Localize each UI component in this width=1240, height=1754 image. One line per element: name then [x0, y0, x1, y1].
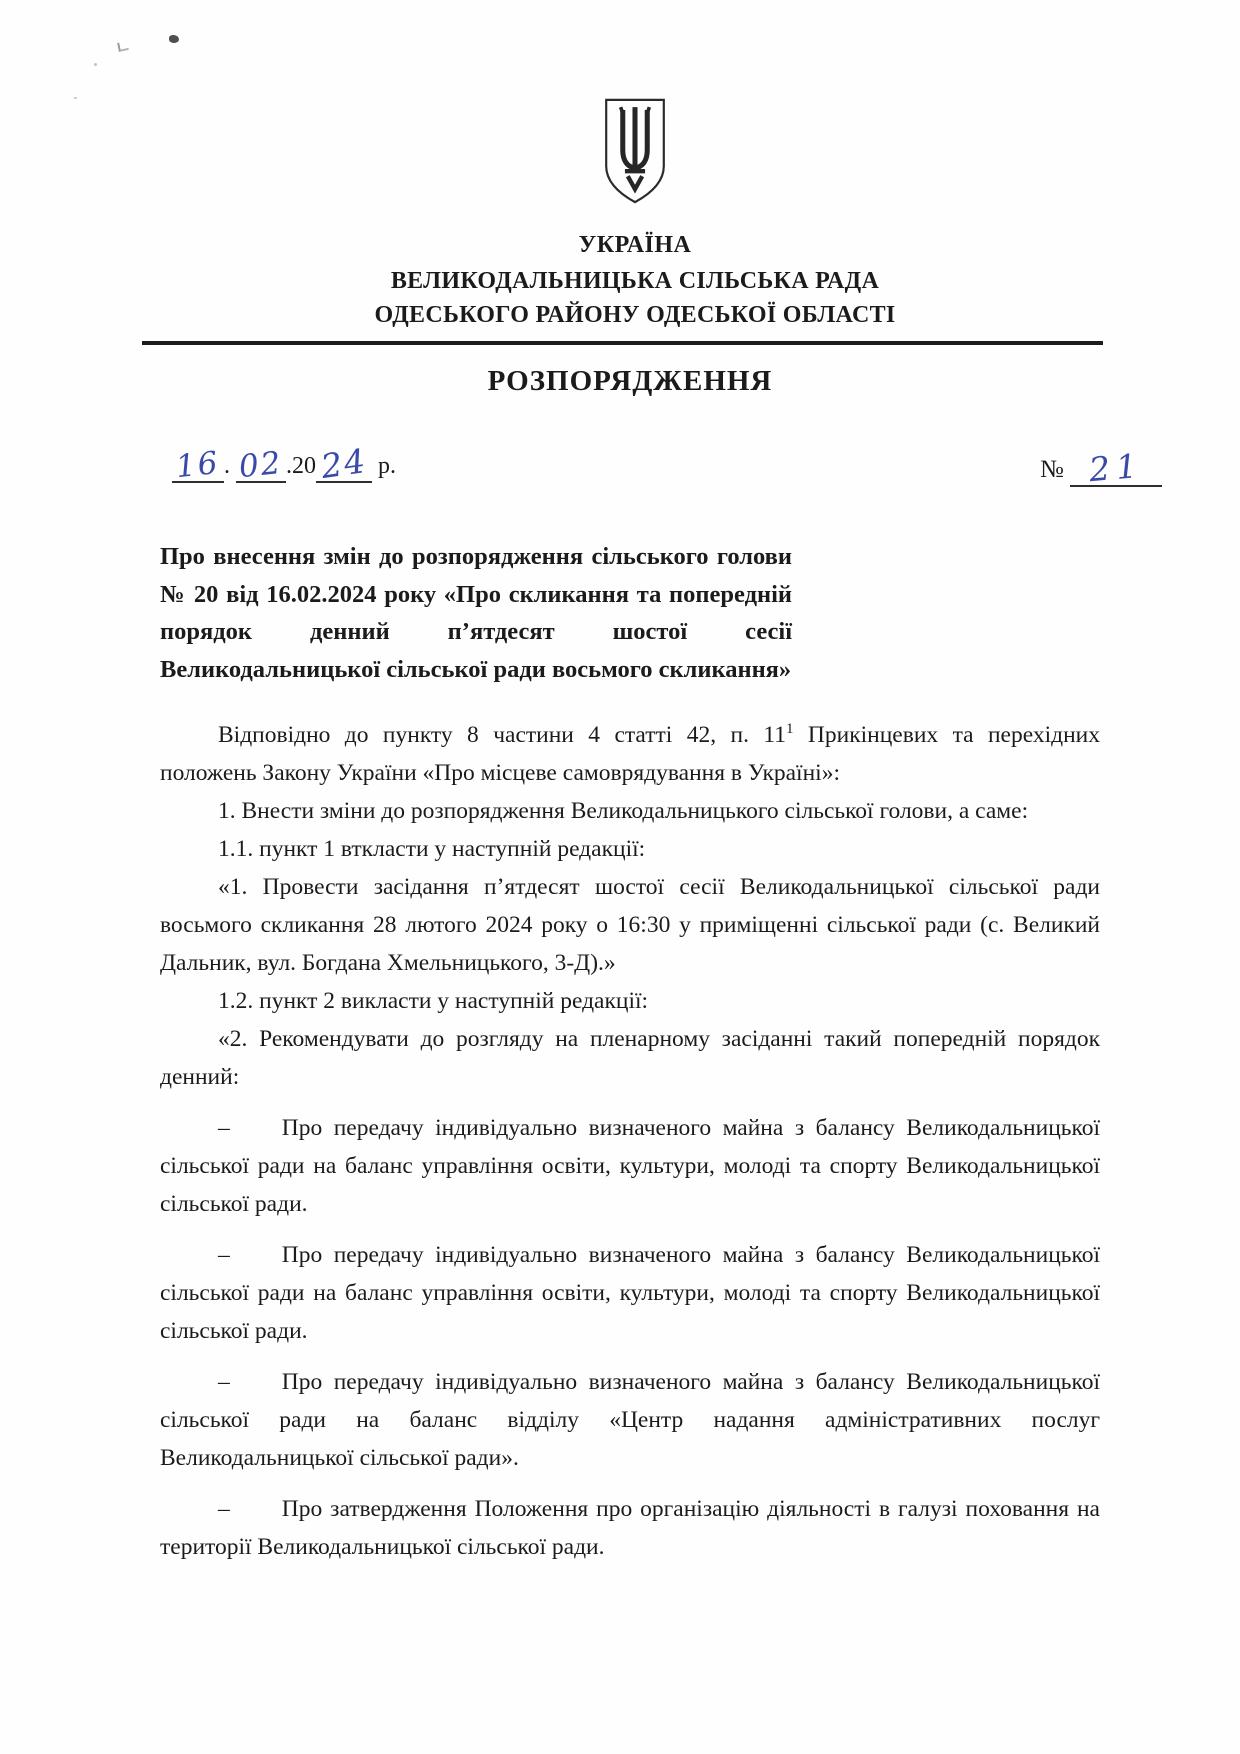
scan-artifact	[94, 63, 97, 66]
document-type-title: РОЗПОРЯДЖЕННЯ	[487, 365, 773, 397]
number-blank	[1070, 445, 1162, 490]
agenda-item	[160, 1363, 1100, 1477]
paragraph: «1. Провести засідання п’ятдесят шостої сесії Великодальницької сільської ради восьмого скликання 28 лютого 2024 року о 16:30 у приміщенні сільської ради (с. Великий Дальник, вул. Богдана Хмельницького, 3-Д).»	[160, 874, 1100, 976]
paragraph: 1. Внести зміни до розпорядження Великодальницького сільської голови, а саме:	[218, 798, 1029, 824]
handwritten-year: 24	[318, 440, 370, 487]
agenda-item-text: Про передачу індивідуально визначеного майна з балансу Великодальницької сільської ради на баланс управління освіти, культури, молоді та спорту Великодальницької сільської ради.	[160, 1242, 1100, 1344]
paragraph: 1.2. пункт 2 викласти у наступній редакції:	[218, 988, 649, 1014]
document-header	[0, 0, 1240, 329]
agenda-dash: –	[218, 1115, 230, 1141]
document-number-field	[1040, 445, 1162, 490]
order-title: Про внесення змін до розпорядження сільського голови № 20 від 16.02.2024 року «Про скликання та попередній порядок денний п’ятдесят шостої сесії Великодальницької сільської ради восьмого скликання»	[160, 543, 792, 683]
agenda-dash: –	[218, 1369, 230, 1395]
agenda-item-text: Про передачу індивідуально визначеного майна з балансу Великодальницької сільської ради на баланс управління освіти, культури, молоді та спорту Великодальницької сільської ради.	[160, 1115, 1100, 1217]
year-prefix: .20	[286, 453, 316, 479]
handwritten-month: 02	[237, 444, 285, 486]
header-divider-rule	[142, 341, 1103, 345]
agenda-item-text: Про передачу індивідуально визначеного майна з балансу Великодальницької сільської ради на баланс відділу «Центр надання адміністративних послуг Великодальницької сільської ради».	[160, 1369, 1100, 1471]
date-field	[172, 440, 396, 487]
intro-paragraph	[160, 716, 1100, 792]
agenda-item-text: Про затвердження Положення про організацію діяльності в галузі поховання на території Великодальницької сільської ради.	[160, 1496, 1100, 1560]
agenda-dash: –	[218, 1496, 230, 1522]
order-body	[160, 716, 1100, 1566]
district-name: ОДЕСЬКОГО РАЙОНУ ОДЕСЬКОЇ ОБЛАСТІ	[374, 302, 896, 328]
paragraph: 1.1. пункт 1 вткласти у наступній редакції:	[218, 836, 646, 862]
date-and-number-line	[0, 442, 1240, 504]
year-label: р.	[378, 453, 396, 479]
number-sign: №	[1040, 456, 1064, 483]
scan-artifact	[74, 97, 77, 99]
date-dot: .	[224, 453, 230, 479]
agenda-item	[160, 1109, 1100, 1223]
intro-text-before-superscript: Відповідно до пункту 8 частини 4 статті 42, п. 11	[218, 722, 786, 748]
council-name: ВЕЛИКОДАЛЬНИЦЬКА СІЛЬСЬКА РАДА	[390, 268, 880, 294]
agenda-dash: –	[218, 1242, 230, 1268]
year-blank	[316, 440, 372, 487]
footnote-superscript: 1	[786, 721, 794, 738]
intro-text-after-superscript: Прикінцевих та перехідних положень Закону України «Про місцеве самоврядування в Україні»:	[160, 722, 1100, 786]
agenda-item	[160, 1236, 1100, 1350]
handwritten-day: 16	[174, 444, 222, 486]
scan-artifact	[169, 35, 179, 43]
ukraine-trident-emblem-icon	[30, 96, 1240, 206]
month-blank	[236, 444, 286, 486]
country-name: УКРАЇНА	[578, 232, 692, 258]
day-blank	[172, 444, 224, 486]
agenda-item	[160, 1490, 1100, 1566]
paragraph: «2. Рекомендувати до розгляду на пленарному засіданні такий попередній порядок денний:	[160, 1026, 1100, 1090]
handwritten-number: 21	[1087, 445, 1145, 490]
